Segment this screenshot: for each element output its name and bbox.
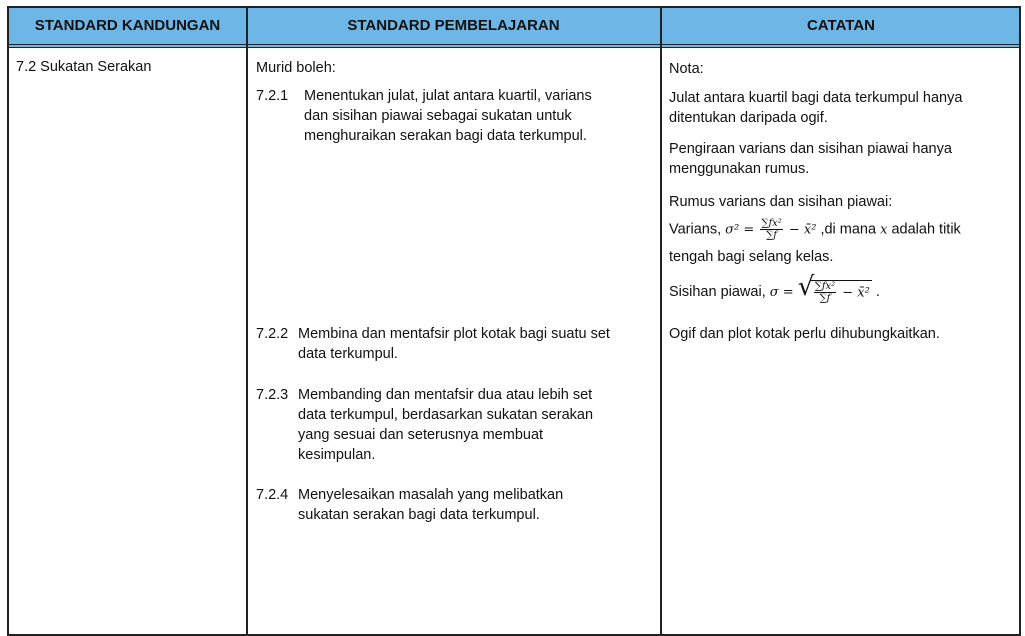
curriculum-table [7, 6, 1021, 636]
note-2: Pengiraan varians dan sisihan piawai hanya menggunakan rumus. [669, 141, 952, 177]
sd-formula: Sisihan piawai, σ = √ $\frac{\text{∑fx²}}{\sum f}$ − x̄² . [669, 280, 880, 304]
note-4: Ogif dan plot kotak perlu dihubungkaitkan. [669, 326, 940, 342]
variance-note: tengah bagi selang kelas. [669, 249, 834, 265]
header-standard-pembelajaran: STANDARD PEMBELAJARAN [347, 17, 560, 34]
header-standard-kandungan: STANDARD KANDUNGAN [34, 17, 221, 34]
nota-label: Nota: [669, 61, 704, 77]
note-1: Julat antara kuartil bagi data terkumpul hanya ditentukan daripada ogif. [669, 90, 963, 126]
variance-formula: Varians, σ² = $\frac{\text{∑fx²}}{\sum f}$ − x̄² ,di mana x adalah titik [669, 218, 961, 241]
header-catatan: CATATAN [806, 17, 876, 34]
note-3: Rumus varians dan sisihan piawai: [669, 194, 893, 210]
learning-standard-7-2-2: 7.2.2 Membina dan mentafsir plot kotak bagi suatu set data terkumpul. [256, 326, 610, 362]
learning-intro: Murid boleh: [256, 60, 336, 76]
learning-standard-7-2-1: 7.2.1 Menentukan julat, julat antara kuartil, varians dan sisihan piawai sebagai sukatan untuk menghuraikan serakan bagi data terkumpul. [256, 88, 592, 144]
learning-standard-7-2-3: 7.2.3 Membanding dan mentafsir dua atau lebih set data terkumpul, berdasarkan sukatan serakan yang sesuai dan seterusnya membuat kesimpulan. [256, 387, 594, 463]
learning-standard-7-2-4: 7.2.4 Menyelesaikan masalah yang melibatkan sukatan serakan bagi data terkumpul. [256, 487, 564, 523]
content-standard: 7.2 Sukatan Serakan [16, 59, 152, 75]
